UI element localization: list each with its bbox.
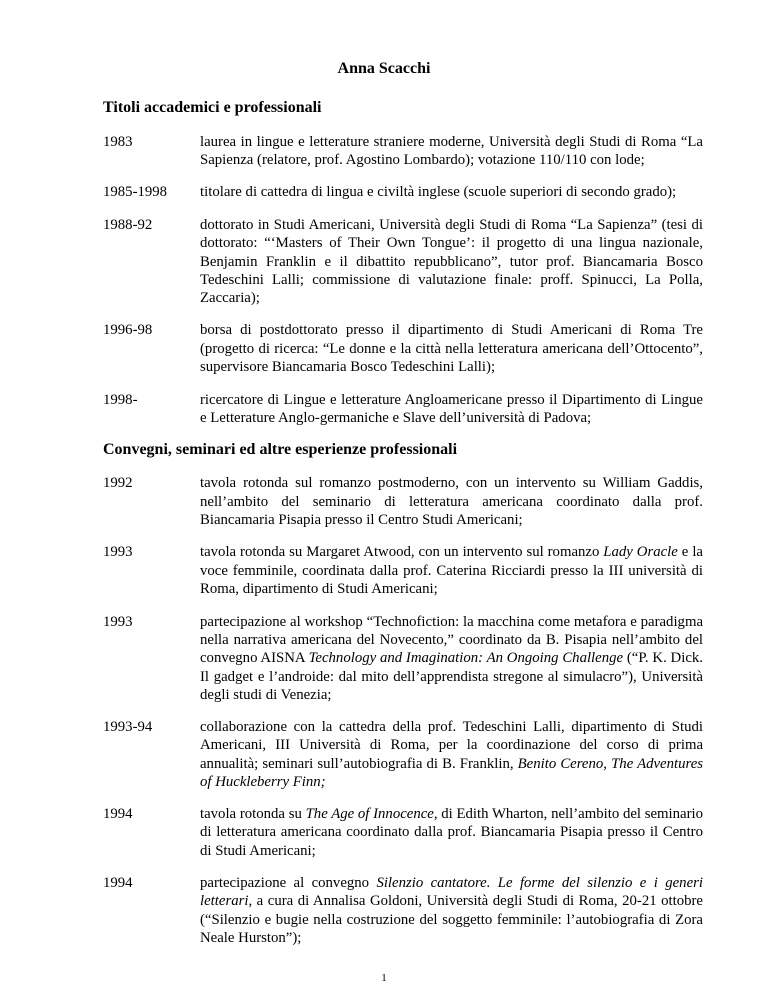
entry-year: 1983 (103, 134, 133, 150)
convegni-entry (103, 874, 703, 947)
entry-text: laurea in lingue e letterature straniere moderne, Università degli Studi di Roma “La Sapienza (relatore, prof. Agostino Lombardo); votazione 110/110 con lode; (200, 134, 703, 169)
entry-year: 1998- (103, 391, 138, 408)
entry-text: partecipazione al convegno Silenzio cantatore. Le forme del silenzio e i generi letterari, a cura di Annalisa Goldoni, Università degli Studi di Roma, 20-21 ottobre (“Silenzio e bugie nella costruzione del soggetto femminile: l’autobiografia di Zora Neale Hurston”); (200, 874, 703, 946)
entry-year: 1993-94 (103, 719, 153, 736)
entry-text: collaborazione con la cattedra della prof. Tedeschini Lalli, dipartimento di Studi Americani, III Università di Roma, per la coordinazione del corso di prima annualità; seminari sull’autobiografia di B. Franklin, Benito Cereno, The Adventures of Huckleberry Finn; (200, 719, 704, 791)
convegni-entry (103, 474, 703, 529)
entry-text: tavola rotonda su Margaret Atwood, con un intervento sul romanzo Lady Oracle e la voce femminile, coordinata dalla prof. Caterina Ricciardi presso la III università di Roma, dipartimento di Studi Americani; (200, 544, 703, 598)
entry-text: tavola rotonda sul romanzo postmoderno, con un intervento su William Gaddis, nell’ambito del seminario di letteratura americana coordinato dalla prof. Biancamaria Pisapia presso il Centro Studi Americani; (200, 475, 703, 529)
convegni-entry (103, 543, 703, 598)
entry-year: 1992 (103, 475, 133, 492)
convegni-entry (103, 805, 703, 860)
section-heading-titoli: Titoli accademici e professionali (103, 99, 322, 117)
convegni-entry (103, 613, 703, 705)
titoli-entry (103, 183, 703, 201)
entry-text: partecipazione al workshop “Technofiction: la macchina come metafora e paradigma nella narrativa americana del Novecento,” coordinato da B. Pisapia nell’ambito del convegno AISNA Technology and Imagination: An Ongoing Challenge (“P. K. Dick. Il gadget e l’androide: dal mito dell’apprendista stregone al simulacro”), Università degli studi di Venezia; (200, 613, 703, 703)
entry-year: 1996-98 (103, 322, 153, 339)
entry-year: 1985-1998 (103, 184, 168, 201)
entry-year: 1993 (103, 613, 133, 630)
section-heading-convegni: Convegni, seminari ed altre esperienze professionali (103, 440, 458, 458)
entry-year: 1988-92 (103, 216, 153, 233)
entry-year: 1993 (103, 544, 133, 561)
titoli-entry (103, 391, 703, 428)
titoli-entry (103, 216, 703, 308)
entry-year: 1994 (103, 874, 133, 891)
entry-year: 1994 (103, 805, 133, 822)
titoli-entry (103, 321, 703, 376)
titoli-entry (103, 133, 703, 170)
document-title: Anna Scacchi (337, 60, 431, 77)
entry-text: borsa di postdottorato presso il dipartimento di Studi Americani di Roma Tre (progetto di ricerca: “Le donne e la città nella letteratura americana dell’Ottocento”, supervisore Biancamaria Bosco Tedeschini Lalli); (200, 322, 703, 376)
entry-text: tavola rotonda su The Age of Innocence, di Edith Wharton, nell’ambito del seminario di letteratura americana coordinato dalla prof. Biancamaria Pisapia presso il Centro di Studi Americani; (200, 805, 704, 859)
entry-text: ricercatore di Lingue e letterature Angloamericane presso il Dipartimento di Lingue e Letterature Anglo-germaniche e Slave dell’università di Padova; (200, 391, 703, 426)
convegni-entry (103, 718, 703, 791)
entry-text: dottorato in Studi Americani, Università degli Studi di Roma “La Sapienza” (tesi di dottorato: “‘Masters of Their Own Tongue’: il progetto di una lingua nazionale, Benjamin Franklin e il dibattito repubblicano”, tutor prof. Biancamaria Bosco Tedeschini Lalli; commissione di valutazione finale: proff. Spinucci, La Polla, Zaccaria); (200, 216, 703, 307)
page-number: 1 (381, 972, 387, 984)
entry-text: titolare di cattedra di lingua e civiltà inglese (scuole superiori di secondo grado); (200, 184, 677, 201)
